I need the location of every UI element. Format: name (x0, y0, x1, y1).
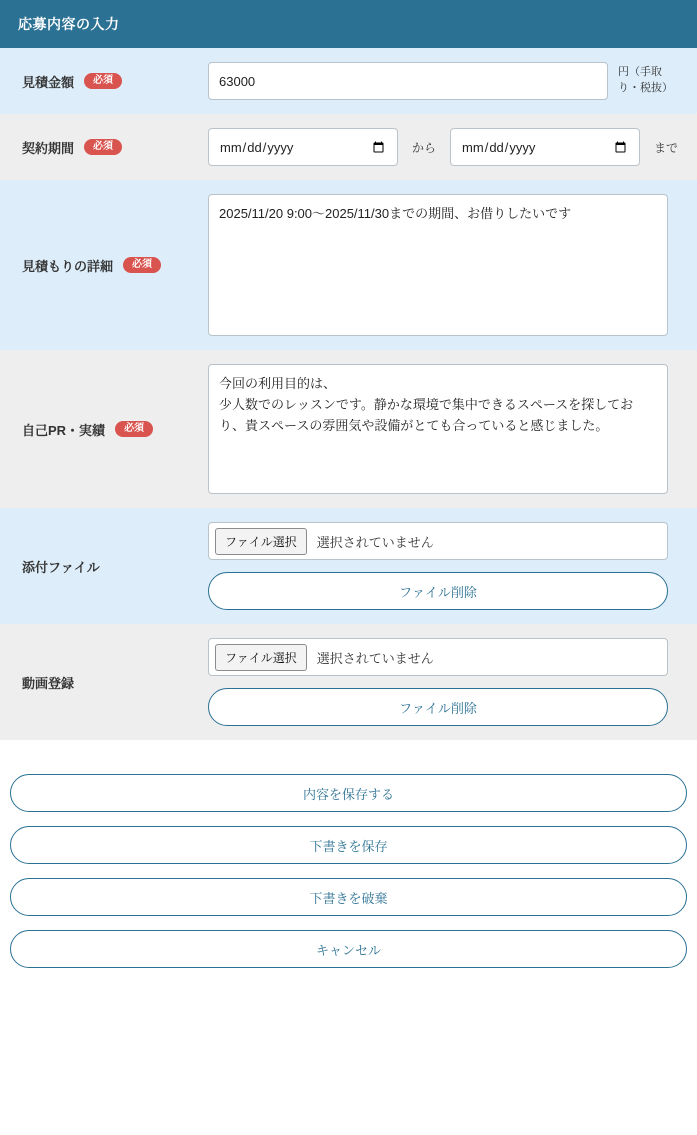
pr-body (208, 350, 697, 508)
label-attachment (0, 508, 208, 624)
row-period (0, 114, 697, 180)
row-pr (0, 350, 697, 508)
video-file-name: 選択されていません (316, 650, 434, 666)
row-video (0, 624, 697, 740)
amount-input[interactable] (208, 62, 608, 100)
save-content-button[interactable]: 内容を保存する (10, 774, 687, 812)
attachment-file-name: 選択されていません (316, 534, 434, 550)
row-amount (0, 48, 697, 114)
video-body (208, 624, 697, 740)
attachment-file-input[interactable] (208, 522, 668, 560)
required-badge: 必須 (123, 257, 161, 273)
label-detail (0, 180, 208, 350)
detail-body (208, 180, 697, 350)
video-delete-button[interactable]: ファイル削除 (208, 688, 668, 726)
cancel-button[interactable]: キャンセル (10, 930, 687, 968)
attachment-stack (208, 522, 668, 610)
period-between-label: から (412, 140, 437, 155)
required-badge: 必須 (84, 73, 122, 89)
action-buttons (0, 740, 697, 978)
row-attachment (0, 508, 697, 624)
required-badge: 必須 (115, 421, 153, 437)
discard-draft-button[interactable]: 下書きを破棄 (10, 878, 687, 916)
period-body (208, 114, 697, 180)
video-file-input[interactable] (208, 638, 668, 676)
amount-unit-label: 円（手取り・税抜） (618, 66, 673, 94)
period-after-label: まで (654, 140, 679, 155)
period-to-input[interactable] (450, 128, 640, 166)
save-draft-button[interactable]: 下書きを保存 (10, 826, 687, 864)
attachment-delete-button[interactable]: ファイル削除 (208, 572, 668, 610)
label-video (0, 624, 208, 740)
label-period-text: 契約期間 (22, 140, 75, 156)
label-pr-text: 自己PR・実績 (22, 422, 106, 438)
label-detail-text: 見積もりの詳細 (22, 258, 114, 274)
label-video-text: 動画登録 (22, 675, 75, 691)
pr-textarea[interactable] (208, 364, 668, 494)
period-from-wrap (208, 128, 398, 166)
label-amount (0, 48, 208, 114)
period-from-input[interactable] (208, 128, 398, 166)
label-amount-text: 見積金額 (22, 74, 75, 90)
period-to-wrap (450, 128, 640, 166)
label-period (0, 114, 208, 180)
amount-body (208, 48, 697, 114)
row-detail (0, 180, 697, 350)
section-header: 応募内容の入力 (0, 0, 697, 48)
label-pr (0, 350, 208, 508)
detail-textarea[interactable] (208, 194, 668, 336)
required-badge: 必須 (84, 139, 122, 155)
label-attachment-text: 添付ファイル (22, 559, 100, 575)
attachment-choose-file-button[interactable]: ファイル選択 (215, 528, 307, 555)
attachment-body (208, 508, 697, 624)
video-stack (208, 638, 668, 726)
video-choose-file-button[interactable]: ファイル選択 (215, 644, 307, 671)
